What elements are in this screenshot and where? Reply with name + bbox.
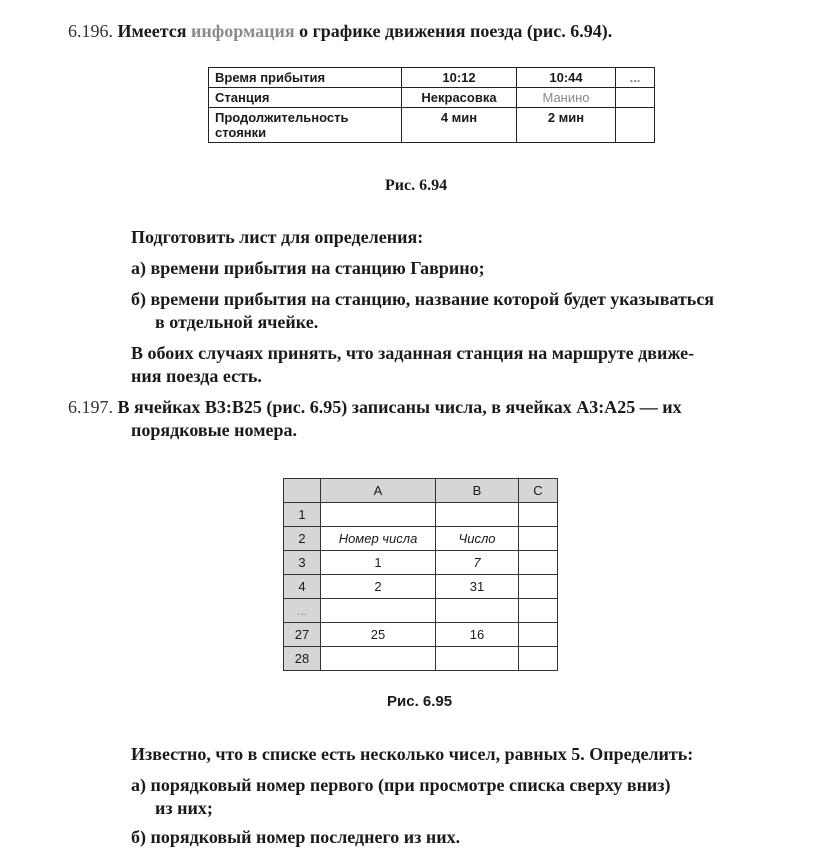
spreadsheet-figure	[283, 478, 558, 671]
table-cell: ...	[616, 68, 655, 88]
item-b: б) порядковый номер последнего из них.	[131, 827, 461, 847]
row-number: 27	[284, 623, 321, 647]
table-row	[284, 551, 558, 575]
column-header-row	[284, 479, 558, 503]
table-row	[284, 503, 558, 527]
item-a: а) времени прибытия на станцию Гаврино;	[131, 258, 485, 278]
line1-start: В ячейках	[117, 397, 201, 417]
problem-6-196-heading	[68, 21, 612, 43]
corner-cell	[284, 479, 321, 503]
column-header-c: C	[519, 479, 558, 503]
table-row	[209, 108, 655, 143]
row-number: 1	[284, 503, 321, 527]
row-number: 4	[284, 575, 321, 599]
cell	[321, 599, 436, 623]
column-header-a: A	[321, 479, 436, 503]
row-number: 2	[284, 527, 321, 551]
table-cell: Продолжительность стоянки	[209, 108, 402, 143]
cell	[436, 503, 519, 527]
item-a-line2: из них;	[155, 798, 213, 818]
cell	[436, 599, 519, 623]
problem-6-197-heading	[68, 397, 682, 419]
cell: 2	[321, 575, 436, 599]
table-row	[284, 623, 558, 647]
table-cell: 10:12	[402, 68, 517, 88]
item-a-line1: а) порядковый номер первого (при просмотре списка сверху вниз)	[131, 775, 671, 795]
table-cell: 10:44	[517, 68, 616, 88]
table-cell: 4 мин	[402, 108, 517, 143]
table-cell	[616, 108, 655, 143]
intro-highlight: информация	[191, 21, 295, 41]
table-cell: 2 мин	[517, 108, 616, 143]
item-b-line1: б) времени прибытия на станцию, название которой будет указываться	[131, 289, 715, 309]
table-row	[284, 599, 558, 623]
task-text: Подготовить лист для определения:	[131, 227, 424, 247]
cell: 1	[321, 551, 436, 575]
line2: порядковые номера.	[131, 420, 297, 440]
row-number: 28	[284, 647, 321, 671]
table-cell: Время прибытия	[209, 68, 402, 88]
cell	[519, 503, 558, 527]
table-row	[284, 575, 558, 599]
cell	[321, 503, 436, 527]
problem-number: 6.197.	[68, 397, 113, 417]
cell: 16	[436, 623, 519, 647]
row-number: 3	[284, 551, 321, 575]
cell	[519, 623, 558, 647]
task-text: Известно, что в списке есть несколько чисел, равных 5. Определить:	[131, 744, 694, 764]
cell	[519, 647, 558, 671]
column-header-b: B	[436, 479, 519, 503]
table-cell: Станция	[209, 88, 402, 108]
note-line2: ния поезда есть.	[131, 366, 262, 386]
cell: 31	[436, 575, 519, 599]
table-cell: Некрасовка	[402, 88, 517, 108]
item-b-line2: в отдельной ячейке.	[155, 312, 319, 332]
cell: 7	[436, 551, 519, 575]
figure-caption-6-95: Рис. 6.95	[387, 693, 453, 710]
line1-end: (рис. 6.95) записаны числа, в ячейках А3:А25 — их	[266, 397, 682, 417]
intro-after: о графике движения поезда (рис. 6.94).	[299, 21, 613, 41]
table-row	[284, 527, 558, 551]
table-cell: Манино	[517, 88, 616, 108]
figure-caption-6-94: Рис. 6.94	[385, 177, 448, 194]
cell-range: В3:В25	[204, 397, 262, 417]
problem-number: 6.196.	[68, 21, 113, 41]
table-row	[284, 647, 558, 671]
cell	[519, 551, 558, 575]
cell: 25	[321, 623, 436, 647]
cell	[436, 647, 519, 671]
cell: Номер числа	[321, 527, 436, 551]
cell	[519, 575, 558, 599]
intro-before: Имеется	[117, 21, 187, 41]
train-schedule-table	[208, 67, 655, 143]
row-number: ...	[284, 599, 321, 623]
note-line1: В обоих случаях принять, что заданная станция на маршруте движе-	[131, 343, 695, 363]
cell	[321, 647, 436, 671]
cell: Число	[436, 527, 519, 551]
cell	[519, 527, 558, 551]
table-row	[209, 68, 655, 88]
table-cell	[616, 88, 655, 108]
cell	[519, 599, 558, 623]
table-row	[209, 88, 655, 108]
